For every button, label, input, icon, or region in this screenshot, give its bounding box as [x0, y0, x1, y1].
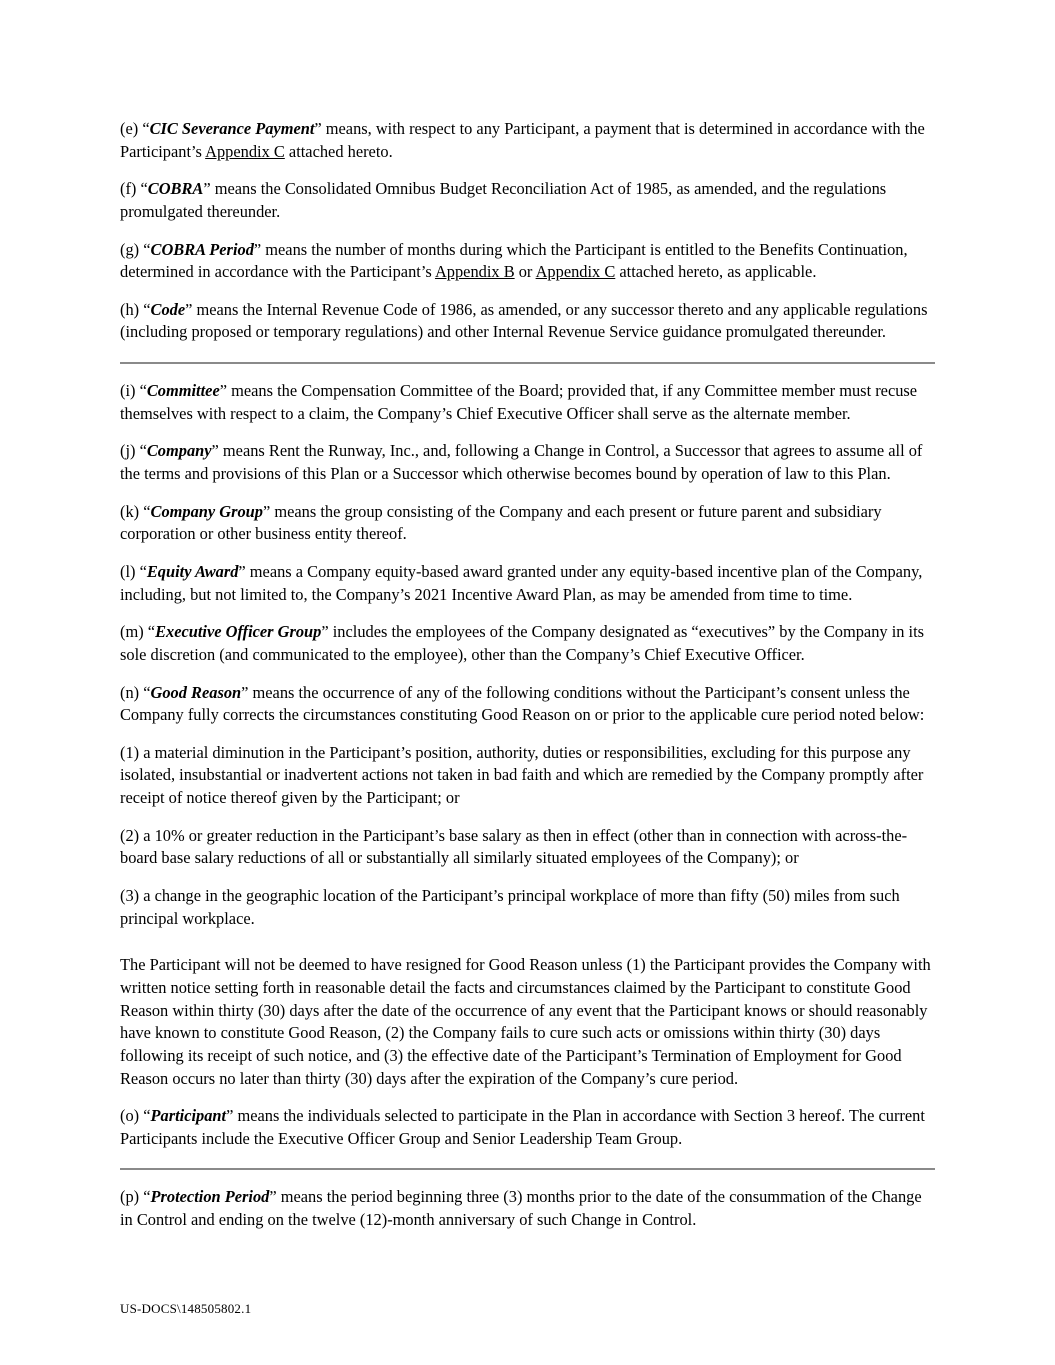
quote-close: ”: [238, 561, 246, 581]
clause-text-f: means the Consolidated Omnibus Budget Reconciliation Act of 1985, as amended, and the regulations promulgated thereunder.: [120, 179, 887, 221]
clause-marker-h: (h): [120, 299, 140, 319]
clause-marker-m: (m): [120, 622, 144, 642]
clause-text-h: means the Internal Revenue Code of 1986, as amended, or any successor thereto and any applicable regulations (including proposed or temporary regulations) and other Internal Revenue Service guidance promulgated thereunder.: [120, 299, 928, 342]
clause-marker-o: (o): [120, 1106, 140, 1126]
quote-open: “: [143, 501, 151, 521]
quote-close: ”: [241, 682, 249, 702]
quote-open: “: [143, 239, 151, 259]
quote-open: “: [143, 1187, 151, 1207]
definition-paragraph-p: [120, 1186, 935, 1231]
appendix-b-link[interactable]: Appendix B: [434, 262, 515, 282]
clause-marker-k: (k): [120, 501, 140, 521]
definition-paragraph-h: [120, 299, 935, 344]
quote-close: ”: [226, 1106, 234, 1126]
clause-marker-i: (i): [120, 381, 136, 401]
good-reason-item-2: (2) a 10% or greater reduction in the Participant’s base salary as then in effect (other than in connection with across-the-board base salary reductions of all or substantially all similarly situated employees of the Company); or: [120, 825, 908, 868]
quote-open: “: [143, 682, 151, 702]
defined-term-cobra: COBRA: [147, 179, 204, 199]
clause-text-g-mid: or: [514, 262, 536, 282]
clause-text-e-before: means, with respect to any Participant, a payment that is determined in accordance with the Participant’s: [120, 119, 925, 161]
definition-paragraph-e: [120, 118, 935, 163]
defined-term-company-group: Company Group: [150, 501, 263, 521]
clause-marker-g: (g): [120, 239, 140, 259]
defined-term-cobra-period: COBRA Period: [150, 239, 254, 259]
appendix-c-link[interactable]: Appendix C: [535, 262, 616, 282]
definition-paragraph-n: [120, 682, 935, 727]
good-reason-item-3: (3) a change in the geographic location of the Participant’s principal workplace of more than fifty (50) miles from such principal workplace.: [120, 886, 900, 928]
definition-paragraph-o: [120, 1105, 935, 1150]
definition-paragraph-k: [120, 501, 935, 546]
clause-marker-n: (n): [120, 682, 140, 702]
clause-text-j: means Rent the Runway, Inc., and, following a Change in Control, a Successor that agrees to assume all of the terms and provisions of this Plan or a Successor which otherwise becomes bound by operation of law to this Plan.: [120, 441, 923, 484]
defined-term-code: Code: [150, 299, 186, 319]
quote-open: “: [147, 622, 156, 642]
clause-text-p: means the period beginning three (3) months prior to the date of the consummation of the Change in Control and ending on the twelve (12)-month anniversary of such Change in Control.: [120, 1187, 922, 1230]
quote-open: “: [143, 299, 151, 319]
defined-term-company: Company: [146, 441, 212, 461]
clause-marker-l: (l): [120, 561, 136, 581]
clause-text-o: means the individuals selected to participate in the Plan in accordance with Section 3 hereof. The current Participants include the Executive Officer Group and Senior Leadership Team Group.: [120, 1106, 925, 1148]
quote-open: “: [142, 119, 150, 138]
clause-text-e-after: attached hereto.: [284, 141, 393, 161]
quote-close: ”: [269, 1187, 277, 1207]
clause-text-i: means the Compensation Committee of the Board; provided that, if any Committee member must recuse themselves with respect to a claim, the Company’s Chief Executive Officer shall serve as the alternate member.: [120, 381, 918, 423]
quote-close: ”: [263, 501, 271, 521]
quote-close: ”: [185, 299, 193, 319]
definition-paragraph-i: [120, 380, 935, 425]
footer-document-reference: US-DOCS\148505802.1: [120, 1301, 252, 1316]
quote-close: ”: [321, 622, 329, 642]
quote-open: “: [139, 561, 147, 581]
defined-term-committee: Committee: [146, 381, 220, 401]
appendix-c-link[interactable]: Appendix C: [205, 141, 285, 161]
good-reason-item-1: (1) a material diminution in the Participant’s position, authority, duties or responsibilities, excluding for this purpose any isolated, insubstantial or inadvertent actions not taken in bad faith and which are remedied by the Company promptly after receipt of notice thereof given by the Participant; or: [120, 742, 924, 808]
quote-open: “: [139, 441, 147, 461]
clause-marker-j: (j): [120, 441, 136, 461]
definition-paragraph-m: [120, 621, 935, 666]
section-divider-bottom: [120, 1168, 935, 1170]
defined-term-protection-period: Protection Period: [150, 1187, 270, 1207]
quote-open: “: [143, 1106, 151, 1126]
section-divider-top: [120, 362, 935, 364]
definition-paragraph-j: [120, 440, 935, 485]
defined-term-good-reason: Good Reason: [150, 682, 242, 702]
clause-text-m: includes the employees of the Company designated as “executives” by the Company in its sole discretion (and communicated to the employee), other than the Company’s Chief Executive Officer.: [120, 622, 925, 664]
clause-text-g-after: attached hereto, as applicable.: [615, 262, 817, 282]
quote-open: “: [140, 179, 148, 199]
clause-marker-p: (p): [120, 1187, 140, 1207]
definition-paragraph-g: [120, 239, 935, 284]
clause-text-n: means the occurrence of any of the following conditions without the Participant’s consent unless the Company fully corrects the circumstances constituting Good Reason on or prior to the applicable cure period noted below:: [120, 682, 925, 725]
clause-text-k: means the group consisting of the Company and each present or future parent and subsidiary corporation or other business entity thereof.: [120, 501, 882, 544]
clause-text-l: means a Company equity-based award granted under any equity-based incentive plan of the Company, including, but not limited to, the Company’s 2021 Incentive Award Plan, as may be amended from time to time.: [120, 561, 923, 604]
defined-term-equity-award: Equity Award: [146, 561, 239, 581]
defined-term-cic-severance-payment: CIC Severance Payment: [149, 119, 315, 138]
quote-close: ”: [211, 441, 219, 461]
quote-open: “: [139, 381, 147, 401]
definition-paragraph-l: [120, 561, 935, 606]
quote-close: ”: [203, 179, 211, 199]
clause-text-g-before: means the number of months during which the Participant is entitled to the Benefits Continuation, determined in accordance with the Participant’s: [120, 239, 908, 282]
quote-close: ”: [314, 119, 322, 138]
clause-marker-f: (f): [120, 179, 137, 199]
defined-term-executive-officer-group: Executive Officer Group: [155, 622, 322, 642]
quote-close: ”: [219, 381, 227, 401]
clause-marker-e: (e): [120, 119, 139, 138]
definition-paragraph-f: [120, 178, 935, 223]
quote-close: ”: [253, 239, 262, 259]
defined-term-participant: Participant: [150, 1106, 227, 1126]
good-reason-closing-paragraph: The Participant will not be deemed to have resigned for Good Reason unless (1) the Participant provides the Company with written notice setting forth in reasonable detail the facts and circumstances claimed by the Participant to constitute Good Reason within thirty (30) days after the date of the occurrence of any event that the Participant knows or should reasonably have known to constitute Good Reason, (2) the Company fails to cure such acts or omissions within thirty (30) days following its receipt of such notice, and (3) the effective date of the Participant’s Termination of Employment for Good Reason occurs no later than thirty (30) days after the expiration of the Company’s cure period.: [120, 955, 931, 1088]
